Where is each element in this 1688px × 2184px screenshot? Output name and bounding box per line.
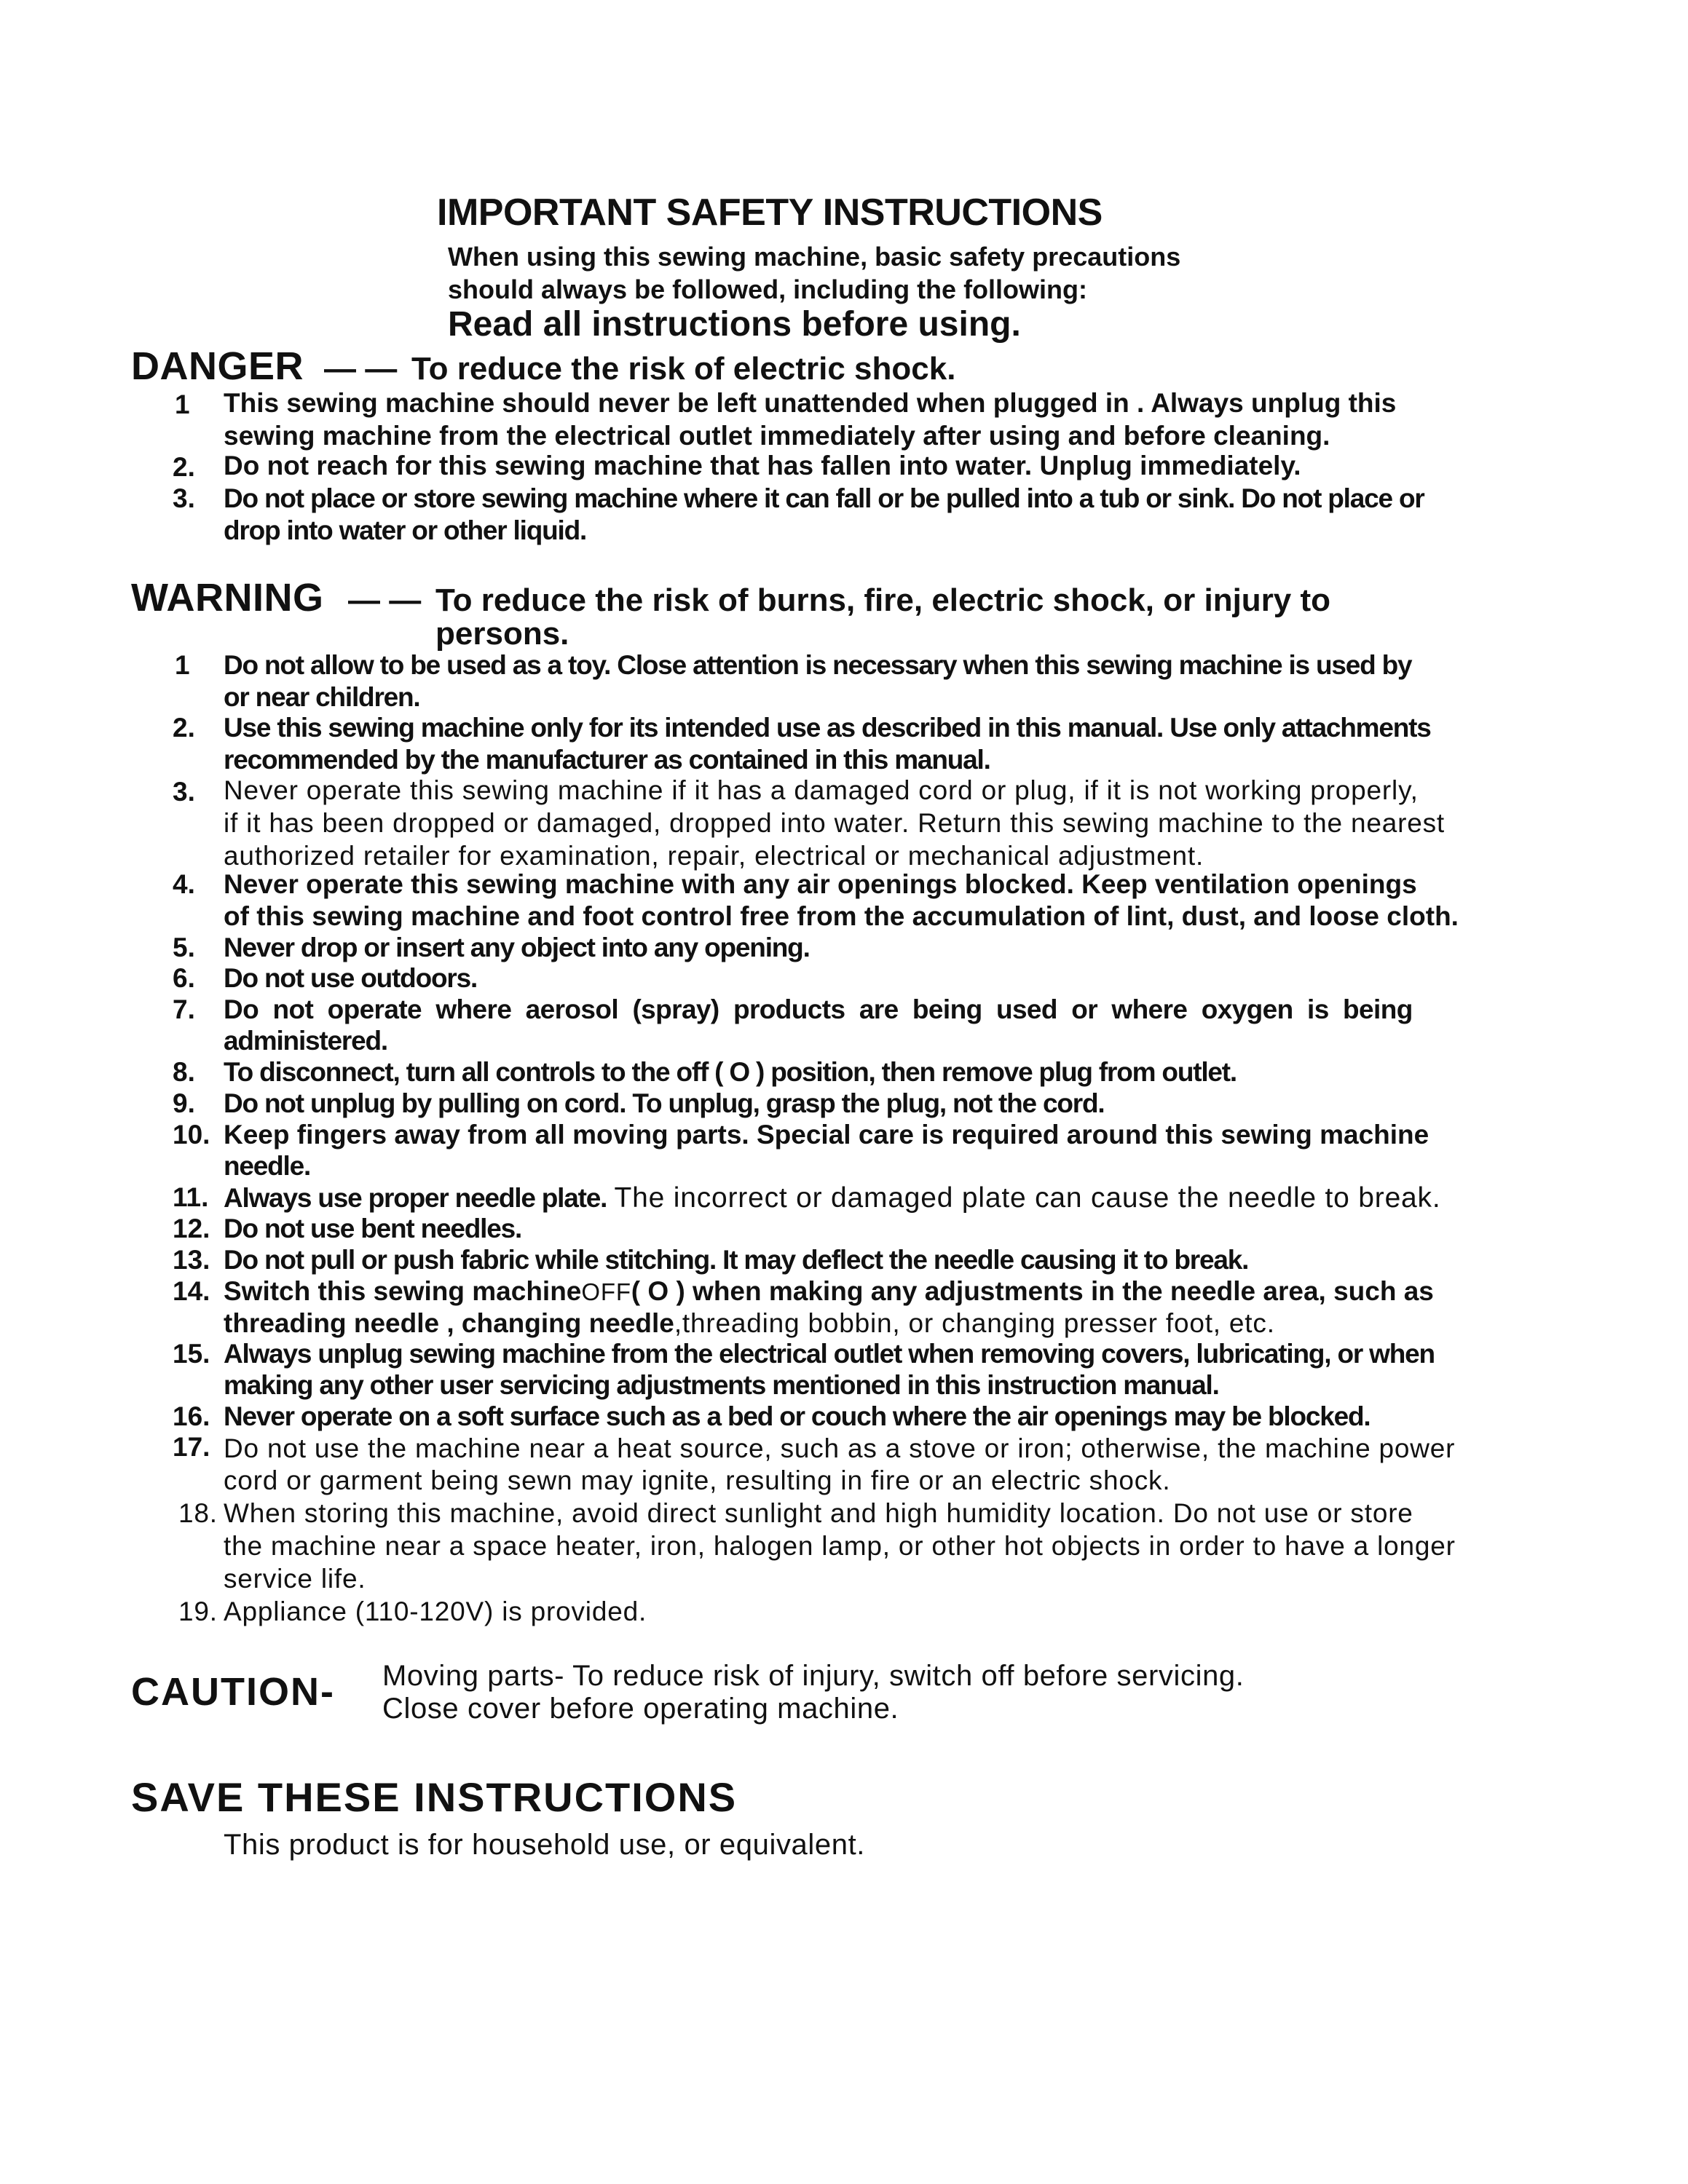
warning-item-15-number: 15. (173, 1339, 210, 1369)
warning-item-14-line-2 (224, 1308, 1275, 1339)
warning-item-12-number: 12. (173, 1214, 210, 1243)
warning-item-14-bold-a: Switch this sewing machine (224, 1276, 582, 1306)
warning-item-17-line-1: Do not use the machine near a heat source, such as a stove or iron; otherwise, the machine power (224, 1433, 1456, 1463)
warning-item-10-line-2: needle. (224, 1151, 311, 1181)
danger-item-3-line-2: drop into water or other liquid. (224, 515, 587, 545)
warning-item-18-number: 18. (178, 1498, 218, 1528)
warning-item-9-line-1: Do not unplug by pulling on cord. To unplug, grasp the plug, not the cord. (224, 1088, 1105, 1118)
warning-item-1-line-1: Do not allow to be used as a toy. Close attention is necessary when this sewing machine is used by (224, 650, 1412, 680)
caution-line-1: Moving parts- To reduce risk of injury, switch off before servicing. (382, 1660, 1245, 1692)
warning-item-2-number: 2. (173, 713, 195, 743)
warning-item-15-line-1: Always unplug sewing machine from the electrical outlet when removing covers, lubricating, or when (224, 1339, 1435, 1369)
warning-item-15-line-2: making any other user servicing adjustments mentioned in this instruction manual. (224, 1370, 1219, 1400)
danger-dash: — — (324, 351, 398, 387)
warning-item-7-number: 7. (173, 994, 195, 1024)
warning-item-2-line-1: Use this sewing machine only for its intended use as described in this manual. Use only attachments (224, 713, 1431, 743)
save-instructions-heading: SAVE THESE INSTRUCTIONS (131, 1774, 738, 1820)
warning-item-16-line-1: Never operate on a soft surface such as a bed or couch where the air openings may be blocked. (224, 1401, 1370, 1431)
warning-dash: — — (348, 582, 422, 618)
warning-item-19-line-1: Appliance (110-120V) is provided. (224, 1597, 647, 1626)
warning-item-13-line-1: Do not pull or push fabric while stitching. It may deflect the needle causing it to break. (224, 1245, 1249, 1275)
caution-label: CAUTION- (131, 1670, 335, 1714)
intro-line-1: When using this sewing machine, basic safety precautions (448, 242, 1181, 272)
caution-line-2: Close cover before operating machine. (382, 1693, 899, 1725)
intro-line-2: should always be followed, including the following: (448, 274, 1088, 304)
warning-item-3-line-1: Never operate this sewing machine if it has a damaged cord or plug, if it is not working properly, (224, 775, 1419, 805)
warning-item-14-bold-b: ( O ) when making any adjustments in the needle area, such as (631, 1276, 1434, 1306)
warning-item-16-number: 16. (173, 1401, 210, 1431)
warning-heading-line-1: To reduce the risk of burns, fire, electric shock, or injury to (435, 582, 1331, 618)
danger-item-1-line-2: sewing machine from the electrical outlet immediately after using and before cleaning. (224, 421, 1330, 451)
warning-item-3-line-2: if it has been dropped or damaged, dropped into water. Return this sewing machine to the nearest (224, 808, 1446, 838)
warning-item-5-number: 5. (173, 933, 195, 962)
danger-item-1-line-1: This sewing machine should never be left unattended when plugged in . Always unplug this (224, 388, 1397, 418)
warning-item-6-number: 6. (173, 963, 195, 993)
warning-item-7-line-2: administered. (224, 1026, 387, 1056)
warning-item-19-number: 19. (178, 1597, 218, 1626)
warning-item-3-number: 3. (173, 777, 195, 807)
danger-heading: To reduce the risk of electric shock. (411, 351, 956, 387)
warning-item-11-bold: Always use proper needle plate. (224, 1183, 607, 1213)
warning-item-18-line-1: When storing this machine, avoid direct sunlight and high humidity location. Do not use or store (224, 1498, 1413, 1528)
warning-item-18-line-2: the machine near a space heater, iron, halogen lamp, or other hot objects in order to have a longer (224, 1531, 1456, 1561)
danger-label: DANGER (131, 344, 304, 388)
warning-item-6-line-1: Do not use outdoors. (224, 963, 478, 993)
warning-item-1-number: 1 (175, 650, 190, 680)
warning-item-14-number: 14. (173, 1276, 210, 1306)
warning-item-3-line-3: authorized retailer for examination, repair, electrical or mechanical adjustment. (224, 841, 1204, 871)
warning-item-11-line-1 (224, 1182, 1441, 1214)
page-title: IMPORTANT SAFETY INSTRUCTIONS (437, 191, 1103, 234)
warning-item-17-number: 17. (173, 1432, 210, 1462)
danger-item-2-number: 2. (173, 452, 195, 482)
warning-item-4-line-1: Never operate this sewing machine with any air openings blocked. Keep ventilation openings (224, 869, 1417, 899)
warning-item-2-line-2: recommended by the manufacturer as contained in this manual. (224, 745, 990, 775)
warning-item-9-number: 9. (173, 1088, 195, 1118)
warning-item-12-line-1: Do not use bent needles. (224, 1214, 522, 1243)
warning-item-14-line-2-normal: ,threading bobbin, or changing presser foot, etc. (674, 1308, 1275, 1338)
danger-item-3-number: 3. (173, 483, 195, 513)
warning-item-14-off: OFF (581, 1278, 631, 1305)
warning-item-13-number: 13. (173, 1245, 210, 1275)
household-use-note: This product is for household use, or equivalent. (224, 1829, 866, 1861)
warning-item-17-line-2: cord or garment being sewn may ignite, resulting in fire or an electric shock. (224, 1465, 1171, 1495)
danger-item-1-number: 1 (175, 389, 190, 419)
warning-label: WARNING (131, 576, 324, 620)
warning-item-10-number: 10. (173, 1120, 210, 1150)
warning-item-18-line-3: service life. (224, 1564, 366, 1594)
warning-item-11-normal: The incorrect or damaged plate can cause the needle to break. (614, 1182, 1441, 1214)
warning-item-4-line-2: of this sewing machine and foot control free from the accumulation of lint, dust, and loose cloth. (224, 901, 1459, 931)
warning-item-10-line-1: Keep fingers away from all moving parts. Special care is required around this sewing machine (224, 1120, 1429, 1150)
warning-item-8-number: 8. (173, 1057, 195, 1087)
danger-item-2-line-1: Do not reach for this sewing machine that has fallen into water. Unplug immediately. (224, 451, 1301, 480)
warning-item-8-line-1: To disconnect, turn all controls to the off ( O ) position, then remove plug from outlet. (224, 1057, 1237, 1087)
warning-item-11-number: 11. (173, 1182, 209, 1212)
warning-item-14-line-2-bold: threading needle , changing needle (224, 1308, 674, 1338)
warning-item-14-line-1 (224, 1276, 1434, 1307)
warning-item-4-number: 4. (173, 869, 195, 899)
warning-item-1-line-2: or near children. (224, 682, 420, 712)
warning-item-5-line-1: Never drop or insert any object into any opening. (224, 933, 810, 962)
warning-heading-line-2: persons. (435, 616, 569, 652)
read-all-notice: Read all instructions before using. (448, 305, 1021, 344)
warning-item-7-line-1: Do not operate where aerosol (spray) products are being used or where oxygen is being (224, 994, 1413, 1024)
danger-item-3-line-1: Do not place or store sewing machine where it can fall or be pulled into a tub or sink. Do not place or (224, 483, 1424, 513)
